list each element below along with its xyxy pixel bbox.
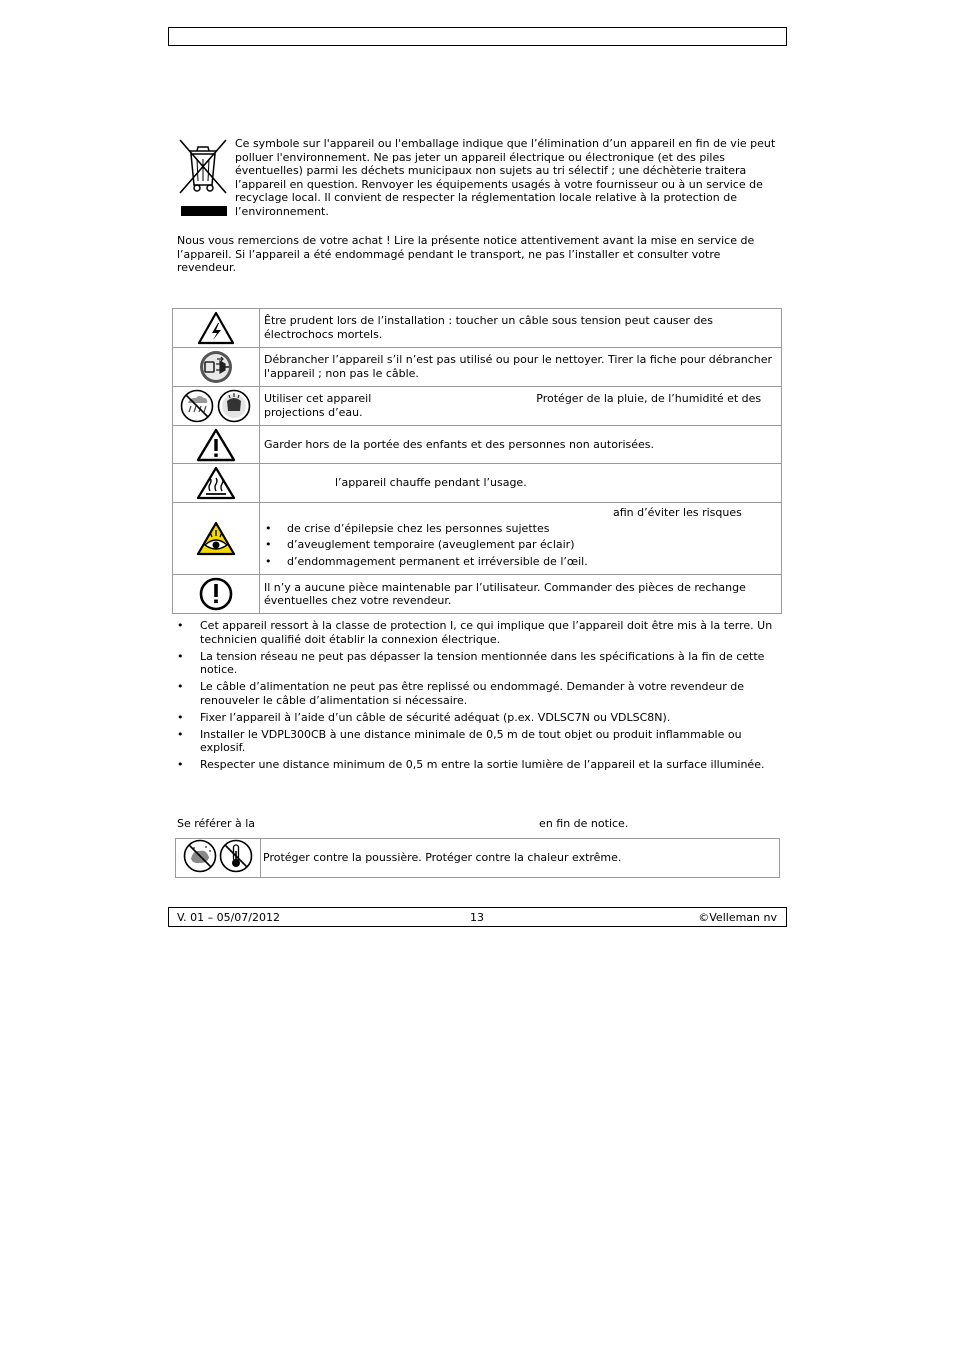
eye-risk-list xyxy=(264,522,777,569)
footer-copyright: ©Velleman nv xyxy=(698,911,777,924)
safety-text-indoor-a: Utiliser cet appareil xyxy=(264,392,372,406)
no-rain-icon xyxy=(180,389,252,423)
safety-row-electrocution xyxy=(173,309,782,348)
safety-row-eyes xyxy=(173,503,782,575)
safety-row-indoor xyxy=(173,387,782,426)
safety-text-eyes-intro: afin d’éviter les risques xyxy=(613,506,742,519)
weee-notice: Ce symbole sur l'appareil ou l'emballage indique que l’élimination d’un appareil en fin de vie peut polluer l'environnement. Ne pas jeter un appareil électrique ou électronique (et des piles éventuelles) parmi les déchets municipaux non sujets au tri sélectif ; une déchèterie traitera l’appareil en question. Renvoyer les équipements usagés à votre fournisseur ou à un service de recyclage local. Il convient de respecter la réglementation locale relative à la protection de l’environnement. xyxy=(235,137,776,218)
footer xyxy=(168,907,787,927)
guideline-item: • La tension réseau ne peut pas dépasser la tension mentionnée dans les spécifications à la fin de cette notice. xyxy=(177,650,782,677)
eye-hazard-icon xyxy=(196,521,236,556)
warning-icon xyxy=(196,428,236,462)
safety-row-children xyxy=(173,426,782,464)
safety-row-hot xyxy=(173,464,782,503)
safety-text-children: Garder hors de la portée des enfants et des personnes non autorisées. xyxy=(260,426,782,464)
safety-text-hot xyxy=(260,464,782,503)
safety-text-indoor xyxy=(260,387,782,426)
safety-text-service: Il n’y a aucune pièce maintenable par l’utilisateur. Commander des pièces de rechange éventuelles chez votre revendeur. xyxy=(260,575,782,614)
safety-text-eyes xyxy=(260,503,782,575)
safety-table xyxy=(172,308,782,614)
safety-text-hot-main: l’appareil chauffe pendant l’usage. xyxy=(335,476,527,490)
installation-guidelines xyxy=(177,619,782,775)
eye-risk-item: • de crise d’épilepsie chez les personnes sujettes xyxy=(264,522,777,536)
guideline-item: • Le câble d’alimentation ne peut pas être replissé ou endommagé. Demander à votre revendeur de renouveler le câble d’alimentation si nécessaire. xyxy=(177,680,782,707)
safety-text-unplug: Débrancher l’appareil s’il n’est pas utilisé ou pour le nettoyer. Tirer la fiche pour débrancher l'appareil ; non pas le câble. xyxy=(260,348,782,387)
guideline-item: • Installer le VDPL300CB à une distance minimale de 0,5 m de tout objet ou produit inflammable ou explosif. xyxy=(177,728,782,755)
unplug-icon xyxy=(199,350,233,384)
footer-page-number: 13 xyxy=(470,911,484,924)
guideline-item: • Cet appareil ressort à la classe de protection I, ce qui implique que l’appareil doit être mis à la terre. Un technicien qualifié doit établir la connexion électrique. xyxy=(177,619,782,646)
environment-table xyxy=(175,838,780,878)
eye-risk-item: • d’endommagement permanent et irréversible de l’œil. xyxy=(264,555,777,569)
environment-row xyxy=(176,839,780,878)
refer-before: Se référer à la xyxy=(177,817,256,830)
safety-text-electrocution: Être prudent lors de l’installation : toucher un câble sous tension peut causer des électrochocs mortels. xyxy=(260,309,782,348)
safety-text-indoor-b: Protéger de la pluie, de l’humidité et des projections d’eau. xyxy=(264,392,762,419)
no-dust-icon xyxy=(182,839,254,873)
intro-paragraph: Nous vous remercions de votre achat ! Lire la présente notice attentivement avant la mise en service de l’appareil. Si l’appareil a été endommagé pendant le transport, ne pas l’installer et consulter votre revendeur. xyxy=(177,234,755,275)
safety-row-service xyxy=(173,575,782,614)
safety-row-unplug xyxy=(173,348,782,387)
environment-text: Protéger contre la poussière. Protéger contre la chaleur extrême. xyxy=(261,839,780,878)
eye-risk-item: • d’aveuglement temporaire (aveuglement par éclair) xyxy=(264,538,777,552)
refer-after: en fin de notice. xyxy=(539,817,629,830)
guideline-item: • Respecter une distance minimum de 0,5 m entre la sortie lumière de l’appareil et la surface illuminée. xyxy=(177,758,782,772)
hot-surface-icon xyxy=(196,466,236,500)
electric-hazard-icon xyxy=(197,311,235,345)
crossed-bin-icon xyxy=(177,137,229,219)
guideline-item: • Fixer l’appareil à l’aide d’un câble de sécurité adéquat (p.ex. VDLSC7N ou VDLSC8N). xyxy=(177,711,782,725)
footer-version: V. 01 – 05/07/2012 xyxy=(177,911,280,924)
exclamation-circle-icon xyxy=(199,577,233,611)
header-box xyxy=(168,27,787,46)
refer-line xyxy=(177,817,777,831)
